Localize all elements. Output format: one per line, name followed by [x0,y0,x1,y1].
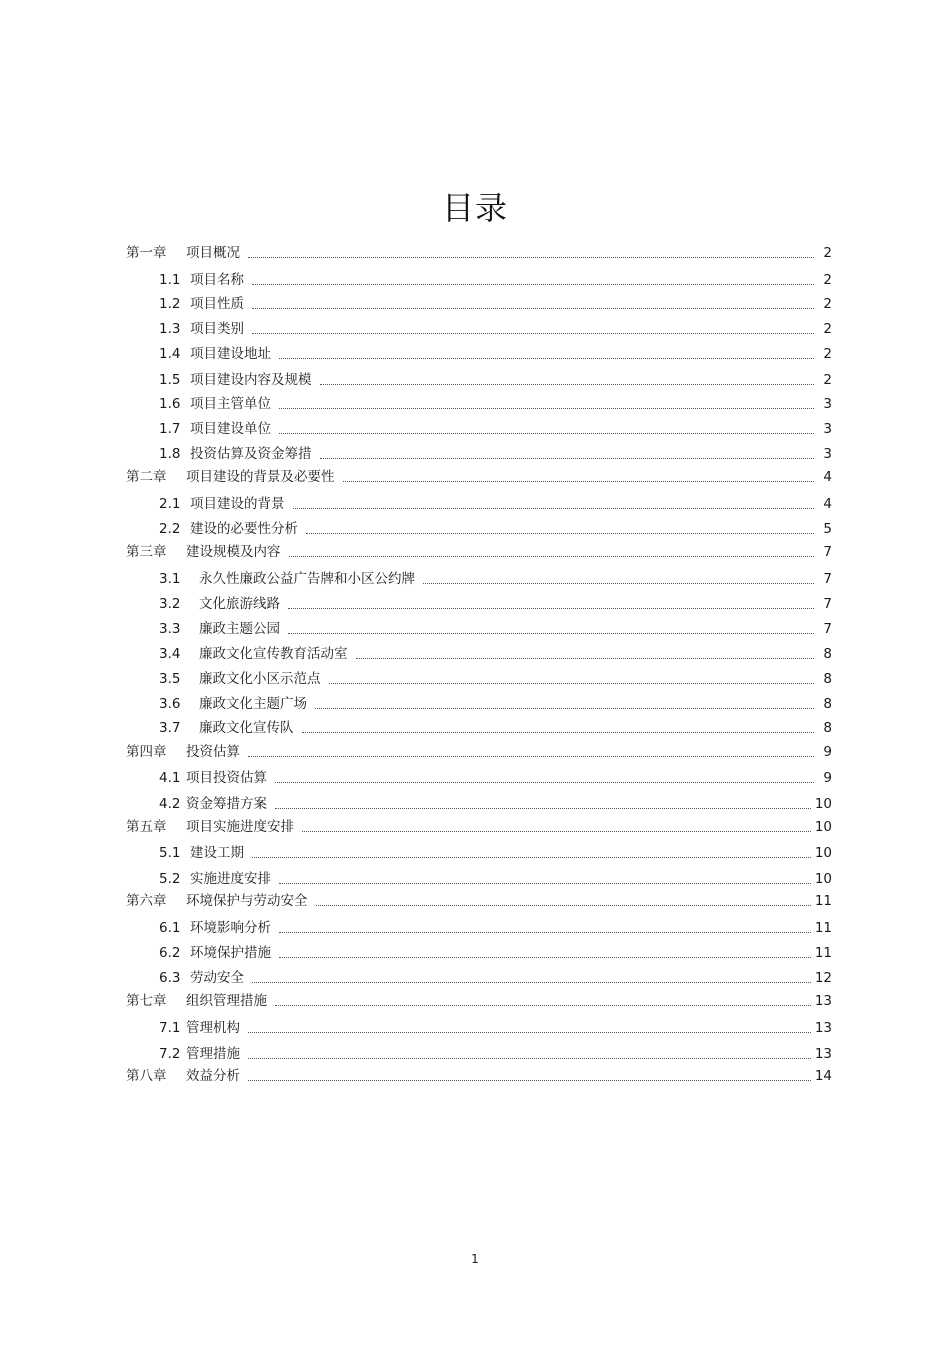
toc-entry-page: 11 [814,893,832,909]
toc-entry-number: 1.1 [159,272,181,288]
toc-section-entry[interactable] [126,715,832,737]
toc-entry-label: 建设工期 [190,845,244,861]
toc-entry-page: 2 [823,321,832,337]
toc-section-entry[interactable] [126,516,832,538]
toc-entry-label: 效益分析 [186,1068,240,1084]
toc-entry-label: 劳动安全 [190,970,244,986]
dot-leader [275,808,811,809]
toc-entry-page: 13 [814,993,832,1009]
toc-entry-page: 10 [814,845,832,861]
toc-entry-page: 8 [823,671,832,687]
toc-entry-number: 5.1 [159,845,181,861]
toc-entry-label: 投资估算 [186,744,240,760]
toc-entry-page: 2 [823,296,832,312]
toc-entry-label: 建设的必要性分析 [190,521,298,537]
dot-leader [248,257,814,258]
toc-section-entry[interactable] [126,591,832,613]
toc-entry-number: 第八章 [126,1068,167,1084]
toc-entry-page: 14 [814,1068,832,1084]
toc-chapter-entry[interactable] [126,739,832,761]
toc-entry-label: 廉政文化宣传教育活动室 [199,646,348,662]
toc-entry-label: 项目建设的背景 [190,496,285,512]
toc-entry-number: 1.3 [159,321,181,337]
toc-entry-label: 廉政文化小区示范点 [199,671,321,687]
dot-leader [275,782,814,783]
toc-section-entry[interactable] [126,566,832,588]
toc-section-entry[interactable] [126,367,832,389]
toc-entry-page: 7 [823,596,832,612]
toc-entry-label: 项目名称 [190,272,244,288]
toc-entry-page: 7 [823,621,832,637]
dot-leader [289,556,815,557]
toc-section-entry[interactable] [126,791,832,813]
toc-entry-page: 10 [814,871,832,887]
dot-leader [252,982,811,983]
toc-entry-page: 8 [823,646,832,662]
dot-leader [302,732,815,733]
toc-section-entry[interactable] [126,765,832,787]
toc-entry-label: 环境保护与劳动安全 [186,893,308,909]
toc-entry-number: 3.1 [159,571,181,587]
dot-leader [279,408,814,409]
toc-entry-page: 10 [814,796,832,812]
toc-entry-number: 第四章 [126,744,167,760]
toc-section-entry[interactable] [126,1041,832,1063]
toc-chapter-entry[interactable] [126,539,832,561]
toc-section-entry[interactable] [126,666,832,688]
toc-section-entry[interactable] [126,965,832,987]
toc-entry-label: 组织管理措施 [186,993,267,1009]
toc-entry-page: 13 [814,1020,832,1036]
toc-entry-label: 项目类别 [190,321,244,337]
toc-entry-number: 1.6 [159,396,181,412]
dot-leader [248,1080,811,1081]
dot-leader [252,333,814,334]
dot-leader [252,308,814,309]
toc-entry-label: 建设规模及内容 [186,544,281,560]
toc-section-entry[interactable] [126,491,832,513]
toc-entry-number: 3.2 [159,596,181,612]
toc-entry-number: 7.2 [159,1046,181,1062]
toc-entry-number: 6.3 [159,970,181,986]
toc-entry-label: 项目建设单位 [190,421,271,437]
toc-entry-page: 11 [814,920,832,936]
toc-entry-number: 第一章 [126,245,167,261]
toc-entry-number: 5.2 [159,871,181,887]
toc-entry-label: 项目建设内容及规模 [190,372,312,388]
toc-entry-number: 3.7 [159,720,181,736]
toc-entry-number: 1.4 [159,346,181,362]
toc-entry-label: 管理措施 [186,1046,240,1062]
toc-entry-page: 3 [823,421,832,437]
toc-entry-label: 项目概况 [186,245,240,261]
dot-leader [306,533,814,534]
dot-leader [356,658,815,659]
toc-entry-page: 2 [823,245,832,261]
toc-entry-page: 11 [814,945,832,961]
toc-chapter-entry[interactable] [126,814,832,836]
toc-entry-page: 4 [823,496,832,512]
toc-section-entry[interactable] [126,441,832,463]
dot-leader [252,857,811,858]
toc-section-entry[interactable] [126,641,832,663]
toc-entry-page: 8 [823,696,832,712]
toc-section-entry[interactable] [126,915,832,937]
toc-section-entry[interactable] [126,1015,832,1037]
toc-entry-number: 1.5 [159,372,181,388]
toc-entry-label: 项目主管单位 [190,396,271,412]
toc-entry-number: 第五章 [126,819,167,835]
toc-entry-page: 4 [823,469,832,485]
toc-entry-number: 3.3 [159,621,181,637]
toc-entry-number: 2.2 [159,521,181,537]
toc-entry-label: 项目建设地址 [190,346,271,362]
toc-entry-number: 7.1 [159,1020,181,1036]
toc-chapter-entry[interactable] [126,1063,832,1085]
dot-leader [302,831,811,832]
toc-entry-number: 2.1 [159,496,181,512]
toc-entry-page: 8 [823,720,832,736]
toc-chapter-entry[interactable] [126,888,832,910]
toc-entry-label: 廉政主题公园 [199,621,280,637]
toc-entry-number: 第二章 [126,469,167,485]
toc-entry-number: 1.2 [159,296,181,312]
dot-leader [279,883,811,884]
toc-chapter-entry[interactable] [126,464,832,486]
toc-entry-label: 项目实施进度安排 [186,819,294,835]
toc-section-entry[interactable] [126,940,832,962]
toc-entry-label: 实施进度安排 [190,871,271,887]
toc-entry-number: 3.4 [159,646,181,662]
toc-entry-number: 6.1 [159,920,181,936]
toc-section-entry[interactable] [126,866,832,888]
toc-entry-label: 项目性质 [190,296,244,312]
toc-entry-number: 4.2 [159,796,181,812]
toc-entry-number: 第三章 [126,544,167,560]
toc-section-entry[interactable] [126,267,832,289]
dot-leader [320,384,815,385]
toc-entry-page: 13 [814,1046,832,1062]
toc-entry-label: 资金筹措方案 [186,796,267,812]
toc-chapter-entry[interactable] [126,240,832,262]
toc-entry-number: 6.2 [159,945,181,961]
dot-leader [293,508,815,509]
toc-entry-number: 3.6 [159,696,181,712]
toc-title: 目录 [441,189,508,227]
toc-entry-number: 4.1 [159,770,181,786]
dot-leader [316,905,811,906]
toc-section-entry[interactable] [126,691,832,713]
page-number: 1 [471,1252,479,1266]
toc-entry-label: 投资估算及资金筹措 [190,446,312,462]
toc-entry-label: 环境影响分析 [190,920,271,936]
toc-entry-label: 项目投资估算 [186,770,267,786]
toc-entry-page: 9 [823,770,832,786]
toc-section-entry[interactable] [126,341,832,363]
dot-leader [288,608,814,609]
toc-entry-label: 项目建设的背景及必要性 [186,469,335,485]
toc-entry-label: 廉政文化主题广场 [199,696,307,712]
toc-section-entry[interactable] [126,391,832,413]
dot-leader [288,633,814,634]
toc-entry-page: 2 [823,346,832,362]
toc-chapter-entry[interactable] [126,988,832,1010]
toc-entry-number: 1.8 [159,446,181,462]
toc-entry-page: 2 [823,272,832,288]
toc-entry-number: 第六章 [126,893,167,909]
dot-leader [279,932,811,933]
dot-leader [315,708,814,709]
dot-leader [275,1005,811,1006]
toc-entry-page: 3 [823,396,832,412]
toc-section-entry[interactable] [126,291,832,313]
toc-entry-label: 永久性廉政公益广告牌和小区公约牌 [199,571,415,587]
dot-leader [248,1058,811,1059]
toc-entry-page: 10 [814,819,832,835]
dot-leader [343,481,815,482]
toc-section-entry[interactable] [126,616,832,638]
toc-section-entry[interactable] [126,840,832,862]
toc-entry-number: 3.5 [159,671,181,687]
dot-leader [252,284,814,285]
toc-entry-page: 9 [823,744,832,760]
toc-entry-number: 第七章 [126,993,167,1009]
toc-entry-number: 1.7 [159,421,181,437]
toc-section-entry[interactable] [126,416,832,438]
toc-entry-label: 文化旅游线路 [199,596,280,612]
toc-entry-label: 环境保护措施 [190,945,271,961]
toc-entry-page: 3 [823,446,832,462]
toc-section-entry[interactable] [126,316,832,338]
toc-entry-page: 7 [823,544,832,560]
toc-entry-page: 7 [823,571,832,587]
dot-leader [423,583,814,584]
dot-leader [248,756,814,757]
dot-leader [279,433,814,434]
toc-entry-page: 5 [823,521,832,537]
dot-leader [248,1032,811,1033]
dot-leader [320,458,815,459]
dot-leader [329,683,815,684]
toc-entry-page: 2 [823,372,832,388]
dot-leader [279,358,814,359]
dot-leader [279,957,811,958]
toc-entry-label: 管理机构 [186,1020,240,1036]
toc-entry-label: 廉政文化宣传队 [199,720,294,736]
toc-entry-page: 12 [814,970,832,986]
